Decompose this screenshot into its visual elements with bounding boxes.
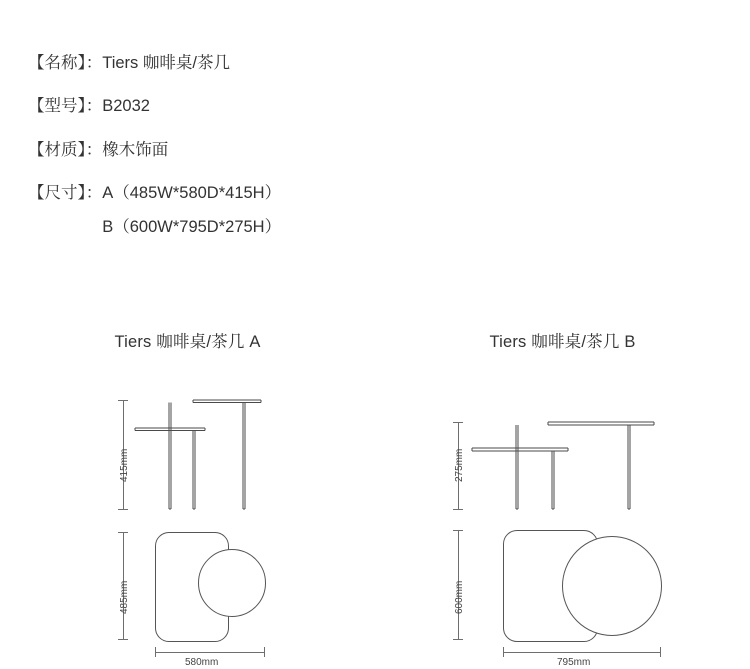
- spec-row-material: [28, 139, 628, 161]
- panel-a-depth-tick-right: [264, 647, 265, 657]
- drawing-panel-a: [0, 310, 375, 669]
- spec-value-dimensions: [102, 182, 281, 251]
- panel-b-depth-dim-line: [503, 652, 661, 653]
- panel-b-elevation: [468, 422, 658, 512]
- spec-row-dimensions: [28, 182, 628, 251]
- panel-b-height-label: 275mm: [454, 448, 465, 482]
- panel-b-plan-circle: [562, 536, 662, 636]
- panel-b-height-tick-bottom: [453, 509, 463, 510]
- spec-label-dimensions: 【尺寸】：: [28, 183, 103, 202]
- panel-b-width-tick-bottom: [453, 639, 463, 640]
- product-spec-list: [28, 52, 628, 250]
- spec-label-model: 【型号】：: [28, 97, 103, 116]
- panel-a-height-tick-top: [118, 400, 128, 401]
- panel-a-plan-circle: [198, 549, 266, 617]
- spec-label-material: 【材质】：: [28, 140, 103, 159]
- panel-a-height-label: 415mm: [119, 448, 130, 482]
- panel-a-depth-label: 580mm: [185, 657, 219, 668]
- panel-a-title: Tiers 咖啡桌/茶几 A: [114, 333, 261, 351]
- panel-a-height-tick-bottom: [118, 509, 128, 510]
- panel-b-width-tick-top: [453, 530, 463, 531]
- panel-a-depth-dim-line: [155, 652, 265, 653]
- panel-a-width-label: 485mm: [119, 580, 130, 614]
- dimension-variant-b: B（600W*795D*275H）: [102, 218, 282, 237]
- dimension-variant-a: A（485W*580D*415H）: [102, 183, 282, 202]
- spec-value-name: Tiers 咖啡桌/茶几: [102, 54, 230, 72]
- panel-a-elevation: [133, 400, 263, 512]
- drawings-section: [0, 310, 750, 669]
- panel-b-width-label: 600mm: [454, 580, 465, 614]
- spec-row-name: [28, 52, 628, 74]
- drawing-panel-b: [375, 310, 750, 669]
- panel-b-depth-label: 795mm: [557, 657, 591, 668]
- panel-a-depth-tick-left: [155, 647, 156, 657]
- spec-value-material: 橡木饰面: [102, 140, 169, 159]
- panel-b-title: Tiers 咖啡桌/茶几 B: [489, 333, 636, 351]
- panel-b-height-tick-top: [453, 422, 463, 423]
- panel-b-drawing: [375, 352, 750, 668]
- panel-b-depth-tick-right: [660, 647, 661, 657]
- spec-value-model: B2032: [102, 97, 150, 116]
- panel-a-width-tick-bottom: [118, 639, 128, 640]
- panel-a-width-tick-top: [118, 532, 128, 533]
- panel-a-drawing: [0, 352, 375, 668]
- spec-label-name: 【名称】：: [28, 54, 103, 72]
- panel-b-depth-tick-left: [503, 647, 504, 657]
- spec-row-model: [28, 95, 628, 117]
